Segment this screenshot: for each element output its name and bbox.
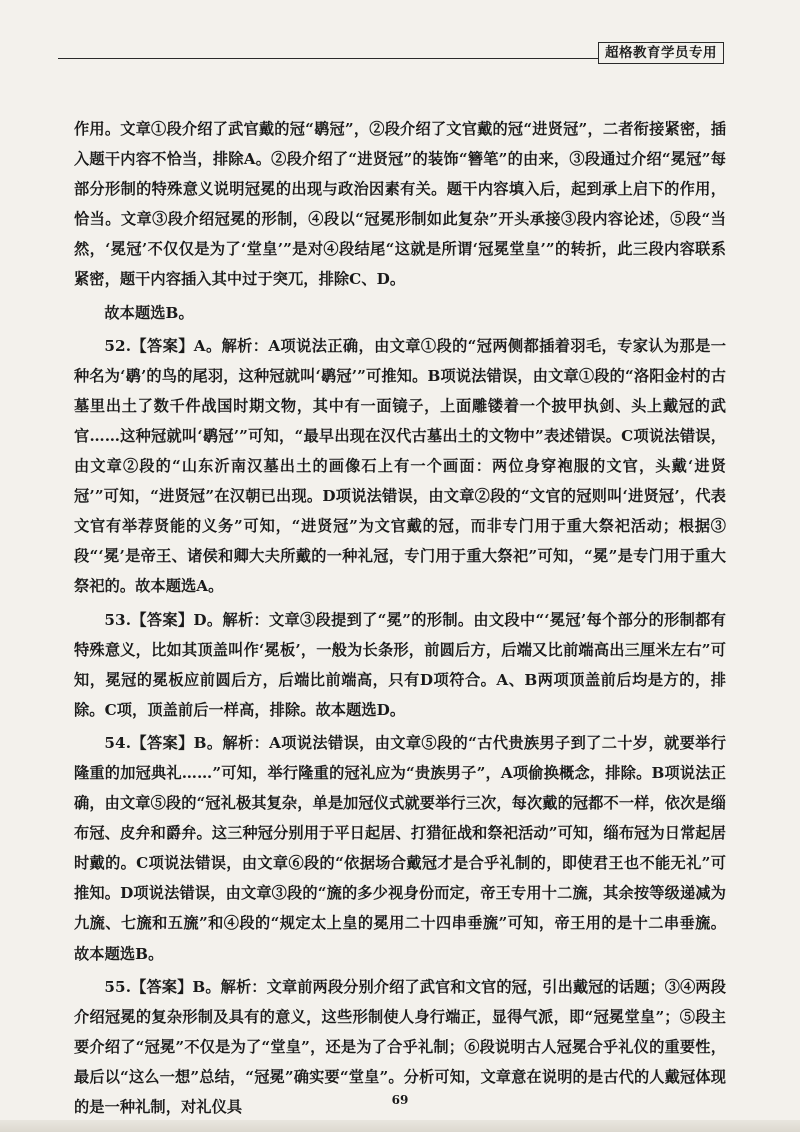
- paragraph-answer-53: 53.【答案】D。解析：文章③段提到了“冕”的形制。由文段中“‘冕冠’每个部分的形制都有特殊意义，比如其顶盖叫作‘冕板’，一般为长条形，前圆后方，后端又比前端高出三厘米左右”可知，冕冠的冕板应前圆后方，后端比前端高，只有D项符合。A、B两项顶盖前后均是方的，排除。C项，顶盖前后一样高，排除。故本题选D。: [74, 610, 726, 719]
- scan-edge: [0, 1120, 800, 1132]
- paragraph-conclusion-51: 故本题选B。: [104, 303, 194, 322]
- page-number: 69: [391, 1093, 409, 1107]
- paragraph-answer-54: 54.【答案】B。解析：A项说法错误，由文章⑤段的“古代贵族男子到了二十岁，就要举行隆重的加冠典礼……”可知，举行隆重的冠礼应为“贵族男子”，A项偷换概念，排除。B项说法正确，由文章⑤段的“冠礼极其复杂，单是加冠仪式就要举行三次，每次戴的冠都不一样，依次是缁布冠、皮弁和爵弁。这三种冠分别用于平日起居、打猎征战和祭祀活动”可知，缁布冠为日常起居时戴的。C项说法错误，由文章⑥段的“依据场合戴冠才是合乎礼制的，即使君王也不能无礼”可推知。D项说法错误，由文章③段的“旒的多少视身份而定，帝王专用十二旒，其余按等级递减为九旒、七旒和五旒”和④段的“规定太上皇的冕用二十四串垂旒”可知，帝王用的是十二串垂旒。故本题选B。: [74, 733, 726, 963]
- answer-explanations: [74, 114, 726, 1125]
- header-badge: 超格教育学员专用: [598, 42, 724, 64]
- paragraph-answer-52: 52.【答案】A。解析：A项说法正确，由文章①段的“冠两侧都插着羽毛，专家认为那是一种名为‘鹖’的鸟的尾羽，这种冠就叫‘鹖冠’”可推知。B项说法错误，由文章①段的“洛阳金村的古墓里出土了数千件战国时期文物，其中有一面镜子，上面雕镂着一个披甲执剑、头上戴冠的武官……这种冠就叫‘鹖冠’”可知，“最早出现在汉代古墓出土的文物中”表述错误。C项说法错误，由文章②段的“山东沂南汉墓出土的画像石上有一个画面：两位身穿袍服的文官，头戴‘进贤冠’”可知，“进贤冠”在汉朝已出现。D项说法错误，由文章②段的“文官的冠则叫‘进贤冠’，代表文官有举荐贤能的义务”可知，“进贤冠”为文官戴的冠，而非专门用于重大祭祀活动；根据③段“‘冕’是帝王、诸侯和卿大夫所戴的一种礼冠，专门用于重大祭祀”可知，“冕”是专门用于重大祭祀的。故本题选A。: [74, 336, 726, 596]
- paragraph-continuation: 作用。文章①段介绍了武官戴的冠“鹖冠”，②段介绍了文官戴的冠“进贤冠”，二者衔接紧密，插入题干内容不恰当，排除A。②段介绍了“进贤冠”的装饰“簪笔”的由来，③段通过介绍“冕冠”每部分形制的特殊意义说明冠冕的出现与政治因素有关。题干内容填入后，起到承上启下的作用，恰当。文章③段介绍冠冕的形制，④段以“冠冕形制如此复杂”开头承接③段内容论述，⑤段“当然，‘冕冠’不仅仅是为了‘堂皇’”是对④段结尾“这就是所谓‘冠冕堂皇’”的转折，此三段内容联系紧密，题干内容插入其中过于突兀，排除C、D。: [74, 120, 726, 289]
- paragraph-answer-55: 55.【答案】B。解析：文章前两段分别介绍了武官和文官的冠，引出戴冠的话题；③④两段介绍冠冕的复杂形制及具有的意义，这些形制使人身行端正，显得气派，即“冠冕堂皇”；⑤段主要介绍了“冠冕”不仅是为了“堂皇”，还是为了合乎礼制；⑥段说明古人冠冕合乎礼仪的重要性，最后以“这么一想”总结，“冠冕”确实要“堂皇”。分析可知，文章意在说明的是古代的人戴冠体现的是一种礼制，对礼仪具: [74, 977, 726, 1116]
